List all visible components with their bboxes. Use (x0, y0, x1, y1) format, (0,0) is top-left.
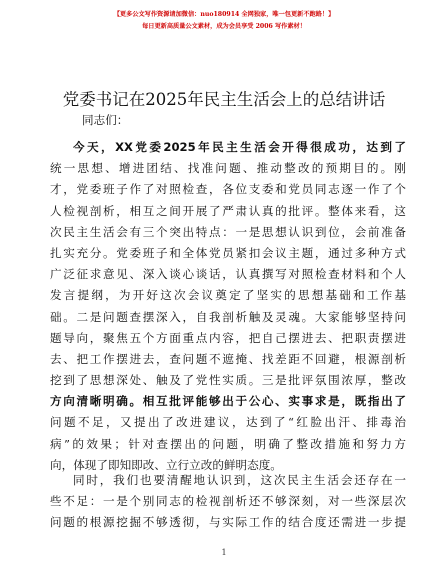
body-line-bold: 方向清晰明确。相互批评能够出于公心、实事求是，既指出了 (50, 394, 406, 409)
paragraph-2 (50, 470, 406, 534)
body-line: 统一思想、增进团结、找准问题、推动整改的预期目的。刚 (50, 161, 406, 176)
body-line: 次民主生活会有三个突出特点：一是思想认识到位，会前准备 (50, 224, 406, 239)
body-line: 题导向，聚焦五个方面重点内容，把自己摆进去、把职责摆进 (50, 330, 406, 345)
page-number: 1 (221, 548, 227, 557)
body-line: 去、把工作摆进去，查问题不遮掩、找差距不回避，根源剖析 (50, 351, 406, 366)
body-line: 问题不足，又提出了改进建议，达到了“红脸出汗、排毒治 (50, 415, 406, 430)
body-line: 同时，我们也要清醒地认识到，这次民主生活会还存在一 (73, 473, 406, 487)
body-line: 病”的效果；针对查摆出的问题，明确了整改措施和努力方 (50, 436, 406, 451)
body-line: 础。二是问题查摆深入，自我剖析触及灵魂。大家能够坚持问 (50, 309, 406, 324)
body-line: 广泛征求意见、深入谈心谈话，认真撰写对照检查材料和个人 (50, 267, 406, 282)
greeting: 同志们： (82, 113, 129, 127)
paragraph-1-lead: 今天，XX党委2025年民主生活会开得很成功，达到了 (73, 140, 406, 154)
body-line: 发言提纲，为开好这次会议奠定了坚实的思想基础和工作基 (50, 288, 406, 303)
body-line: 人检视剖析，相互之间开展了严肃认真的批评。整体来看，这 (50, 203, 406, 218)
body-line: 问题的根源挖掘不够透彻，与实际工作的结合度还需进一步提 (50, 515, 406, 530)
promo-banner-line-2: 每日更新高质量公文素材，成为会员享受 2006 写作素材！ (142, 23, 306, 30)
body-line: 扎实充分。党委班子和全体党员紧扣会议主题，通过多种方式 (50, 245, 406, 260)
document-title: 党委书记在2025年民主生活会上的总结讲话 (62, 90, 386, 109)
paragraph-1 (50, 137, 406, 476)
body-line: 些不足：一是个别同志的检视剖析还不够深刻，对一些深层次 (50, 494, 406, 509)
body-line: 挖到了思想深处、触及了党性实质。三是批评氛围浓厚，整改 (50, 373, 406, 388)
body-line: 向，体现了即知即改、立行立改的鲜明态度。 (50, 457, 282, 472)
promo-banner-line-1: 【更多公文写作资源请加微信：nuo180914 全网独家，唯一包更新不跑路！】 (113, 11, 335, 18)
body-line: 才，党委班子作了对照检查，各位支委和党员同志逐一作了个 (50, 182, 406, 197)
